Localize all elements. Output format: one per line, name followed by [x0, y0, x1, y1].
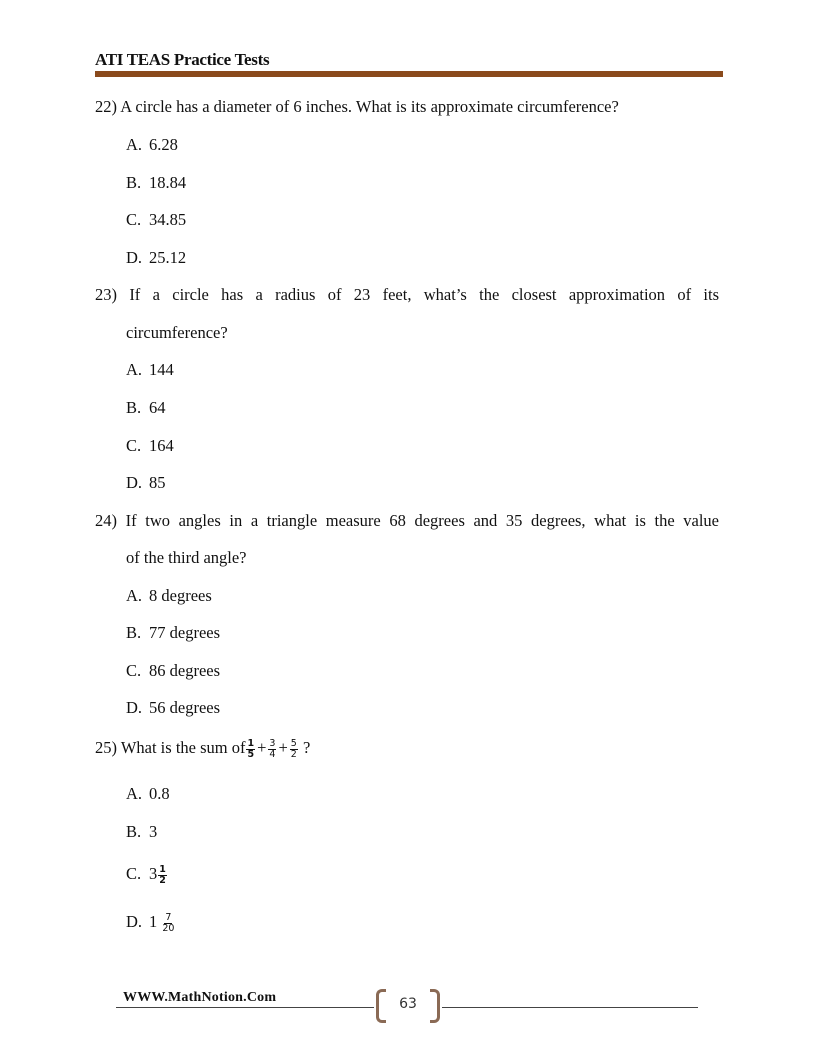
numerator: 7 [165, 911, 172, 923]
option-22-a[interactable] [126, 135, 178, 155]
option-letter: B. [126, 398, 142, 417]
fraction [158, 865, 167, 886]
plus-sign: + [257, 738, 267, 757]
question-text: What is the sum of [120, 738, 246, 757]
option-24-d[interactable] [126, 698, 220, 718]
page-number-bracket-right [430, 989, 440, 1023]
option-22-d[interactable] [126, 248, 186, 268]
option-text: 64 [149, 398, 166, 417]
fraction [246, 739, 255, 760]
option-text: 8 degrees [149, 586, 212, 605]
option-text: 164 [149, 436, 174, 455]
footer-divider-right [442, 1007, 698, 1008]
question-25 [95, 738, 310, 760]
option-25-a[interactable] [126, 784, 170, 804]
question-23-continued: circumference? [126, 323, 228, 342]
option-25-d[interactable] [126, 912, 175, 934]
option-letter: D. [126, 698, 143, 717]
option-text: 25.12 [149, 248, 187, 267]
option-letter: A. [126, 360, 143, 379]
question-23 [95, 285, 719, 305]
option-text: 0.8 [149, 784, 170, 803]
numerator: 1 [159, 863, 166, 875]
option-letter: A. [126, 135, 143, 154]
option-letter: B. [126, 623, 142, 642]
option-letter: D. [126, 473, 143, 492]
numerator: 3 [269, 737, 276, 749]
option-letter: D. [126, 912, 143, 931]
option-text: 6.28 [149, 135, 178, 154]
option-25-c[interactable] [126, 864, 168, 886]
numerator: 1 [247, 737, 255, 749]
option-letter: A. [126, 784, 143, 803]
denominator: 20 [162, 922, 175, 934]
option-text: 34.85 [149, 210, 187, 229]
mixed-number-whole: 3 [149, 864, 158, 883]
question-mark: ? [302, 738, 311, 757]
mixed-number-whole: 1 [149, 912, 158, 931]
fraction [162, 913, 174, 934]
footer-divider-left [116, 1007, 374, 1008]
option-23-c[interactable] [126, 436, 174, 456]
option-24-b[interactable] [126, 623, 220, 643]
question-number: 24) [95, 511, 117, 530]
option-24-a[interactable] [126, 586, 212, 606]
option-text: 3 [149, 822, 158, 841]
option-text: 77 degrees [149, 623, 221, 642]
option-letter: D. [126, 248, 143, 267]
fraction [268, 739, 276, 760]
header-divider [95, 71, 723, 77]
option-23-a[interactable] [126, 360, 174, 380]
option-23-d[interactable] [126, 473, 166, 493]
denominator: 2 [290, 748, 297, 760]
question-text: If two angles in a triangle measure 68 degrees and 35 degrees, what is the value [125, 511, 720, 530]
option-22-b[interactable] [126, 173, 186, 193]
option-letter: B. [126, 173, 142, 192]
option-letter: C. [126, 864, 142, 883]
denominator: 2 [159, 874, 166, 886]
plus-sign: + [278, 738, 288, 757]
question-number: 23) [95, 285, 117, 304]
option-22-c[interactable] [126, 210, 186, 230]
option-text: 85 [149, 473, 166, 492]
option-text: 144 [149, 360, 174, 379]
denominator: 4 [269, 748, 276, 760]
question-24-continued: of the third angle? [126, 548, 247, 567]
option-25-b[interactable] [126, 822, 157, 842]
denominator: 5 [247, 748, 255, 760]
option-text: 86 degrees [149, 661, 221, 680]
question-text: A circle has a diameter of 6 inches. What is its approximate circumference? [120, 97, 619, 116]
option-letter: C. [126, 436, 142, 455]
question-number: 25) [95, 738, 117, 757]
footer-website-link[interactable]: WWW.MathNotion.Com [123, 990, 277, 1005]
page-header-title: ATI TEAS Practice Tests [95, 50, 270, 69]
page-number: 63 [399, 996, 417, 1012]
option-letter: A. [126, 586, 143, 605]
question-24 [95, 511, 719, 531]
fraction [290, 739, 298, 760]
option-text: 56 degrees [149, 698, 221, 717]
option-letter: C. [126, 661, 142, 680]
question-number: 22) [95, 97, 117, 116]
question-22 [95, 97, 619, 117]
option-letter: C. [126, 210, 142, 229]
option-letter: B. [126, 822, 142, 841]
numerator: 5 [290, 737, 297, 749]
option-text: 18.84 [149, 173, 187, 192]
option-23-b[interactable] [126, 398, 166, 418]
option-24-c[interactable] [126, 661, 220, 681]
page-number-bracket-left [376, 989, 386, 1023]
question-text: If a circle has a radius of 23 feet, what’s the closest approximation of its [129, 285, 720, 304]
